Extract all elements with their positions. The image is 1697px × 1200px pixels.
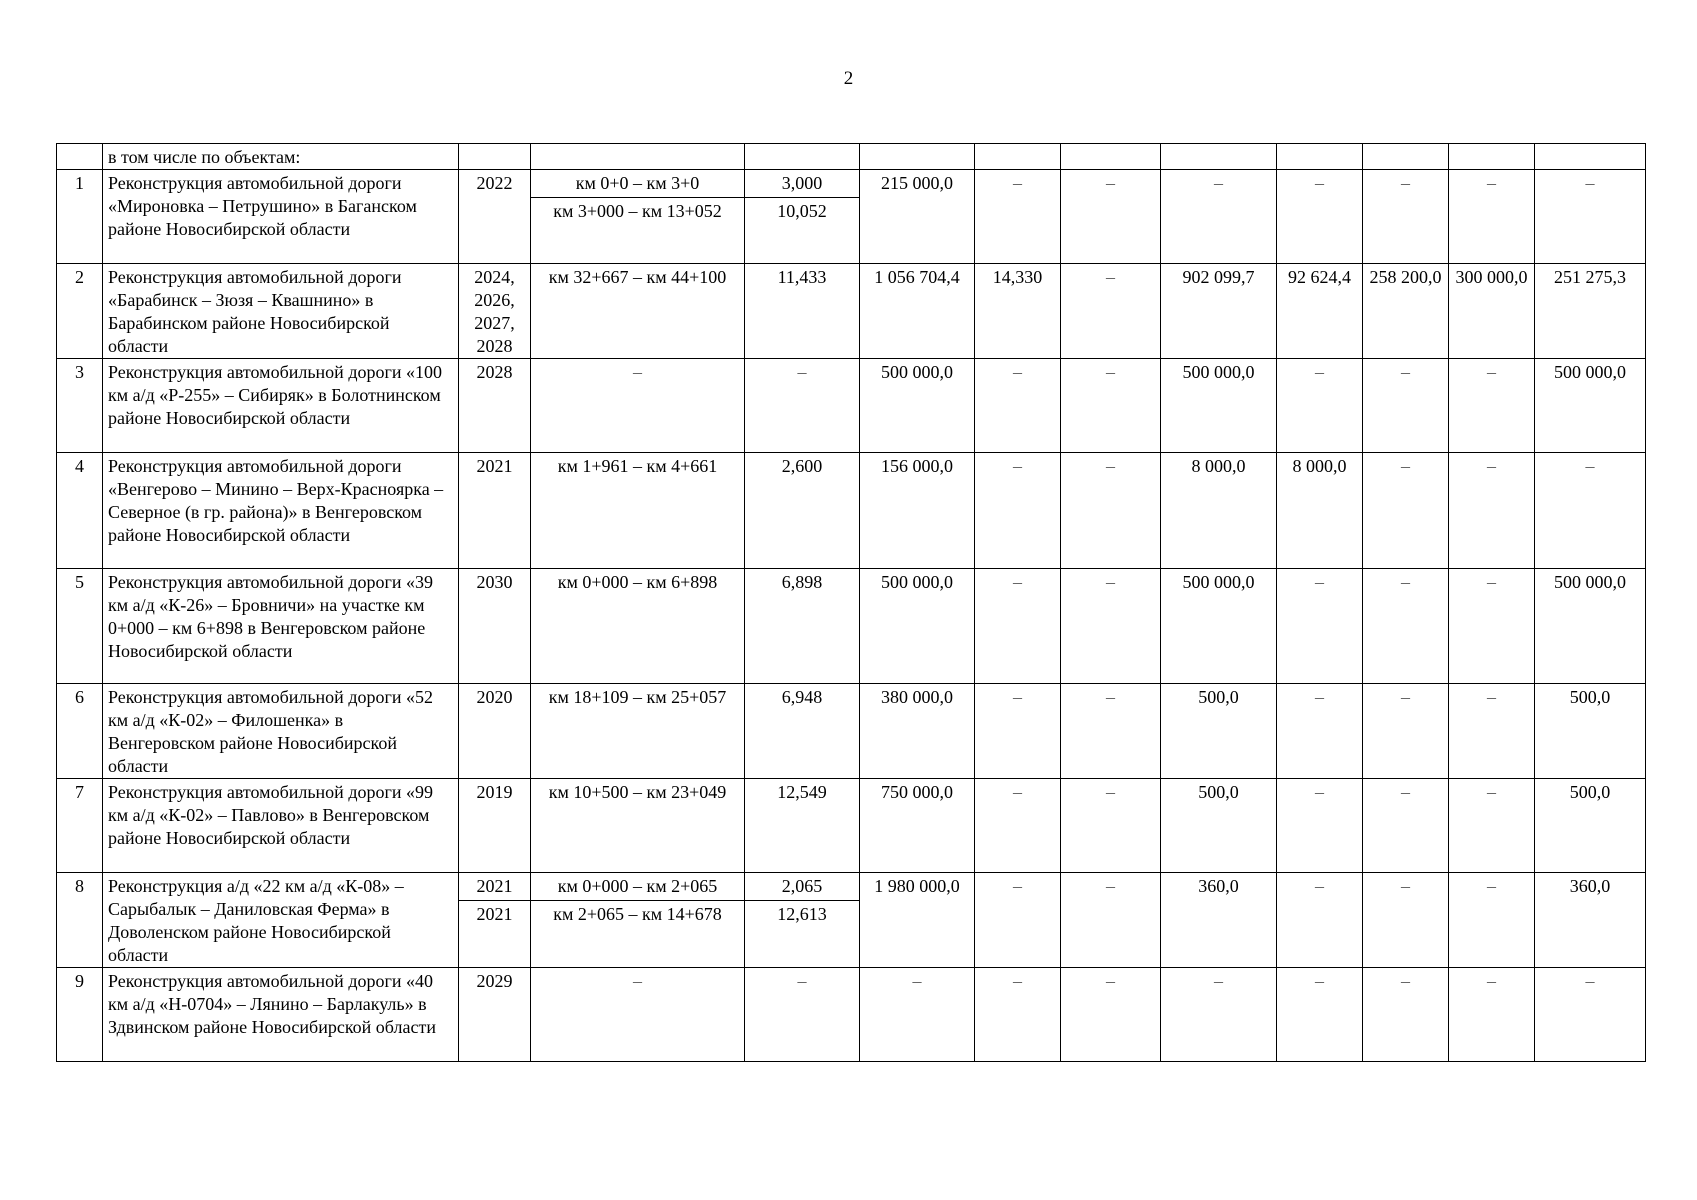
value-cell-c13: – <box>1535 968 1646 1062</box>
length-cell: 12,549 <box>745 779 860 873</box>
table-row <box>57 359 1646 453</box>
value-cell-c7: – <box>975 569 1061 684</box>
value-cell-c9: 500 000,0 <box>1161 359 1277 453</box>
year-cell: 2020 <box>459 684 531 779</box>
value-cell-c9: 902 099,7 <box>1161 264 1277 359</box>
value-cell-c11: – <box>1363 359 1449 453</box>
value-cell-c9: 500 000,0 <box>1161 569 1277 684</box>
year-cell: 2029 <box>459 968 531 1062</box>
value-cell-c8: – <box>1061 359 1161 453</box>
row-number: 2 <box>57 264 103 359</box>
objects-table <box>56 143 1646 1062</box>
row-number: 6 <box>57 684 103 779</box>
object-name: Реконструкция автомобильной дороги «Мироновка – Петрушино» в Баганском районе Новосибирской области <box>103 170 459 264</box>
object-name: Реконструкция автомобильной дороги «52 км а/д «К-02» – Филошенка» в Венгеровском районе Новосибирской области <box>103 684 459 779</box>
value-cell-c6: 750 000,0 <box>860 779 975 873</box>
value-cell-c12: – <box>1449 873 1535 968</box>
object-name: Реконструкция автомобильной дороги «Венгерово – Минино – Верх-Красноярка – Северное (в гр. района)» в Венгеровском районе Новосибирской области <box>103 453 459 569</box>
year-cell: 2021 <box>459 901 531 968</box>
table-row <box>57 569 1646 684</box>
value-cell-c7: – <box>975 453 1061 569</box>
value-cell-c13: 500 000,0 <box>1535 569 1646 684</box>
value-cell-c11: – <box>1363 453 1449 569</box>
value-cell-c7: – <box>975 684 1061 779</box>
year-cell: 2021 <box>459 453 531 569</box>
length-cell: 12,613 <box>745 901 860 968</box>
subheader-label: в том числе по объектам: <box>103 144 459 170</box>
length-cell: – <box>745 359 860 453</box>
value-cell-c10: – <box>1277 873 1363 968</box>
length-cell: 3,000 <box>745 170 860 198</box>
value-cell-c12: – <box>1449 170 1535 264</box>
section-cell: км 3+000 – км 13+052 <box>531 198 745 264</box>
table-row <box>57 968 1646 1062</box>
value-cell-c10: – <box>1277 968 1363 1062</box>
value-cell-c6: 215 000,0 <box>860 170 975 264</box>
value-cell-c6: 500 000,0 <box>860 359 975 453</box>
value-cell-c9: 8 000,0 <box>1161 453 1277 569</box>
length-cell: 6,898 <box>745 569 860 684</box>
value-cell-c6: 1 056 704,4 <box>860 264 975 359</box>
value-cell-c9: – <box>1161 968 1277 1062</box>
section-cell: км 0+000 – км 6+898 <box>531 569 745 684</box>
table-row <box>57 264 1646 359</box>
value-cell-c8: – <box>1061 873 1161 968</box>
value-cell-c10: – <box>1277 569 1363 684</box>
value-cell-c9: 500,0 <box>1161 684 1277 779</box>
section-cell: км 0+000 – км 2+065 <box>531 873 745 901</box>
value-cell-c10: 92 624,4 <box>1277 264 1363 359</box>
year-cell: 2030 <box>459 569 531 684</box>
value-cell-c12: – <box>1449 453 1535 569</box>
value-cell-c8: – <box>1061 453 1161 569</box>
value-cell-c10: – <box>1277 684 1363 779</box>
value-cell-c7: – <box>975 359 1061 453</box>
value-cell-c11: – <box>1363 779 1449 873</box>
row-number: 3 <box>57 359 103 453</box>
table-row <box>57 453 1646 569</box>
table-row <box>57 684 1646 779</box>
value-cell-c6: 1 980 000,0 <box>860 873 975 968</box>
table-row <box>57 779 1646 873</box>
value-cell-c6: 380 000,0 <box>860 684 975 779</box>
value-cell-c10: – <box>1277 359 1363 453</box>
year-cell: 2019 <box>459 779 531 873</box>
section-cell: – <box>531 359 745 453</box>
section-cell: км 0+0 – км 3+0 <box>531 170 745 198</box>
value-cell-c7: – <box>975 779 1061 873</box>
value-cell-c12: – <box>1449 779 1535 873</box>
value-cell-c13: 500,0 <box>1535 779 1646 873</box>
value-cell-c8: – <box>1061 684 1161 779</box>
section-cell: км 32+667 – км 44+100 <box>531 264 745 359</box>
value-cell-c12: – <box>1449 569 1535 684</box>
section-cell: – <box>531 968 745 1062</box>
table-row <box>57 873 1646 901</box>
object-name: Реконструкция автомобильной дороги «39 км а/д «К-26» – Бровничи» на участке км 0+000 – км 6+898 в Венгеровском районе Новосибирской области <box>103 569 459 684</box>
value-cell-c10: – <box>1277 170 1363 264</box>
row-number: 5 <box>57 569 103 684</box>
value-cell-c9: 360,0 <box>1161 873 1277 968</box>
value-cell-c7: – <box>975 170 1061 264</box>
value-cell-c11: – <box>1363 968 1449 1062</box>
value-cell-c12: 300 000,0 <box>1449 264 1535 359</box>
value-cell-c10: – <box>1277 779 1363 873</box>
row-number: 8 <box>57 873 103 968</box>
value-cell-c13: – <box>1535 170 1646 264</box>
row-number: 1 <box>57 170 103 264</box>
length-cell: 6,948 <box>745 684 860 779</box>
value-cell-c7: 14,330 <box>975 264 1061 359</box>
section-cell: км 1+961 – км 4+661 <box>531 453 745 569</box>
value-cell-c7: – <box>975 968 1061 1062</box>
value-cell-c12: – <box>1449 968 1535 1062</box>
row-number: 4 <box>57 453 103 569</box>
section-cell: км 10+500 – км 23+049 <box>531 779 745 873</box>
year-cell: 2022 <box>459 170 531 264</box>
value-cell-c11: – <box>1363 170 1449 264</box>
value-cell-c9: 500,0 <box>1161 779 1277 873</box>
value-cell-c13: 360,0 <box>1535 873 1646 968</box>
value-cell-c8: – <box>1061 170 1161 264</box>
value-cell-c12: – <box>1449 359 1535 453</box>
value-cell-c8: – <box>1061 779 1161 873</box>
section-cell: км 18+109 – км 25+057 <box>531 684 745 779</box>
year-cell: 2028 <box>459 359 531 453</box>
length-cell: 2,600 <box>745 453 860 569</box>
row-number: 7 <box>57 779 103 873</box>
page-number: 2 <box>843 68 854 89</box>
length-cell: 2,065 <box>745 873 860 901</box>
value-cell-c13: 500,0 <box>1535 684 1646 779</box>
object-name: Реконструкция автомобильной дороги «100 км а/д «Р-255» – Сибиряк» в Болотнинском районе Новосибирской области <box>103 359 459 453</box>
value-cell-c8: – <box>1061 569 1161 684</box>
subheader-row <box>57 144 1646 170</box>
length-cell: 10,052 <box>745 198 860 264</box>
year-cell: 2024, 2026, 2027, 2028 <box>459 264 531 359</box>
value-cell-c11: – <box>1363 684 1449 779</box>
object-name: Реконструкция а/д «22 км а/д «К-08» – Сарыбалык – Даниловская Ферма» в Доволенском районе Новосибирской области <box>103 873 459 968</box>
value-cell-c13: 251 275,3 <box>1535 264 1646 359</box>
value-cell-c9: – <box>1161 170 1277 264</box>
section-cell: км 2+065 – км 14+678 <box>531 901 745 968</box>
year-cell: 2021 <box>459 873 531 901</box>
value-cell-c13: 500 000,0 <box>1535 359 1646 453</box>
object-name: Реконструкция автомобильной дороги «Барабинск – Зюзя – Квашнино» в Барабинском районе Новосибирской области <box>103 264 459 359</box>
value-cell-c11: – <box>1363 569 1449 684</box>
length-cell: 11,433 <box>745 264 860 359</box>
value-cell-c13: – <box>1535 453 1646 569</box>
object-name: Реконструкция автомобильной дороги «99 км а/д «К-02» – Павлово» в Венгеровском районе Новосибирской области <box>103 779 459 873</box>
value-cell-c6: 500 000,0 <box>860 569 975 684</box>
value-cell-c11: – <box>1363 873 1449 968</box>
value-cell-c8: – <box>1061 968 1161 1062</box>
table-row <box>57 170 1646 198</box>
value-cell-c8: – <box>1061 264 1161 359</box>
value-cell-c12: – <box>1449 684 1535 779</box>
value-cell-c7: – <box>975 873 1061 968</box>
object-name: Реконструкция автомобильной дороги «40 км а/д «Н-0704» – Лянино – Барлакуль» в Здвинском районе Новосибирской области <box>103 968 459 1062</box>
value-cell-c10: 8 000,0 <box>1277 453 1363 569</box>
length-cell: – <box>745 968 860 1062</box>
row-number: 9 <box>57 968 103 1062</box>
value-cell-c6: 156 000,0 <box>860 453 975 569</box>
value-cell-c6: – <box>860 968 975 1062</box>
value-cell-c11: 258 200,0 <box>1363 264 1449 359</box>
